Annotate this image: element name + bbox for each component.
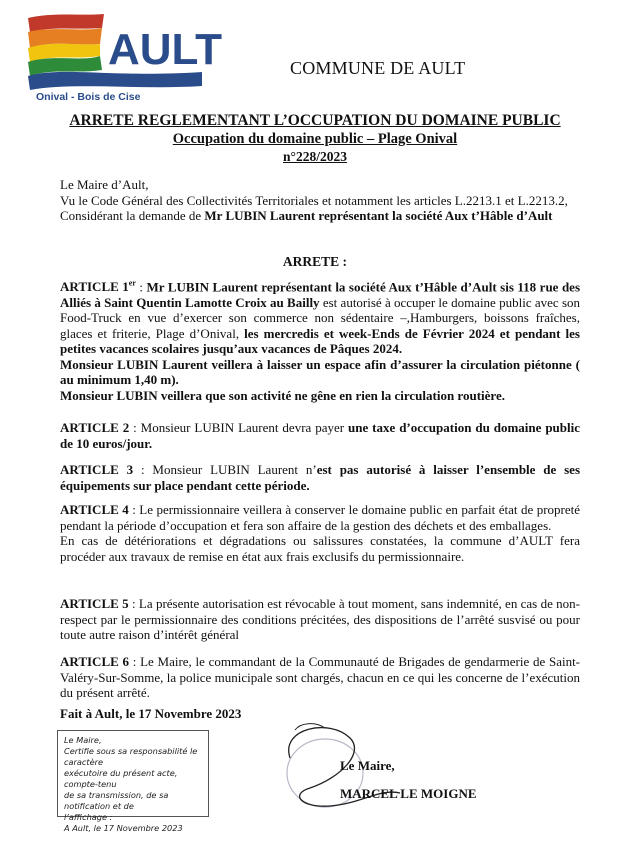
article-3 bbox=[60, 462, 580, 493]
article-4 bbox=[60, 502, 580, 564]
cert-line: exécutoire du présent acte, compte-tenu bbox=[64, 768, 178, 789]
intro-line: Vu le Code Général des Collectivités Territoriales et notamment les articles L.2213.1 et L.2213.2, bbox=[60, 192, 568, 208]
article-6 bbox=[60, 654, 580, 701]
commune-heading: COMMUNE DE AULT bbox=[290, 58, 466, 78]
article-bold: est pas autorisé à laisser l’ensemble de ses équipements sur place pendant cette période. bbox=[60, 462, 580, 493]
article-text: : La présente autorisation est révocable à tout moment, sans indemnité, en cas de non-respect par le permissionnaire des conditions précitées, des dispositions de l’arrêté susvisé ou pour toute autre raison d’intérêt général bbox=[60, 596, 581, 642]
article-label: ARTICLE 6 bbox=[60, 654, 130, 669]
article-label: ARTICLE 4 bbox=[60, 502, 129, 517]
signatory-name: MARCEL LE MOIGNE bbox=[340, 786, 477, 801]
article-text: est autorisé à occuper le domaine public avec son Food-Truck en vue d’exercer son commerce non sédentaire –,Hamburgers, boissons fraîches, glaces et friterie, Plage d’Onival, bbox=[60, 294, 580, 341]
logo-subtitle: Onival - Bois de Cise bbox=[36, 91, 141, 103]
ault-logo bbox=[22, 12, 223, 103]
article-label: ARTICLE 5 bbox=[60, 596, 129, 611]
certification-box bbox=[57, 730, 209, 833]
document-number: n°228/2023 bbox=[283, 149, 347, 164]
intro-text: Considérant la demande de bbox=[60, 208, 205, 223]
signature-date: Fait à Ault, le 17 Novembre 2023 bbox=[60, 706, 242, 721]
article-text: : Monsieur LUBIN Laurent devra payer bbox=[129, 420, 349, 435]
logo-text: AULT bbox=[108, 25, 223, 74]
article-text: : Le Maire, le commandant de la Communauté de Brigades de gendarmerie de Saint-Valéry-Sur-Somme, la police municipale sont chargés, chacun en ce qui les concerne de l’exécution du présent arrêté. bbox=[60, 654, 581, 700]
article-bold: Monsieur LUBIN Laurent veillera à laisser un espace afin d’assurer la circulation piétonne ( au minimum 1,40 m). bbox=[60, 356, 580, 388]
article-1 bbox=[60, 276, 580, 403]
intro-section bbox=[60, 177, 580, 224]
cert-line: de sa transmission, de sa notification et de bbox=[64, 790, 169, 811]
cert-line: l’affichage : bbox=[64, 812, 113, 822]
document-subtitle: Occupation du domaine public – Plage Onival bbox=[172, 131, 458, 147]
cert-line: Certifie sous sa responsabilité le caractère bbox=[64, 746, 198, 767]
article-5 bbox=[60, 596, 580, 643]
article-label: ARTICLE 3 bbox=[60, 462, 134, 477]
article-2 bbox=[60, 420, 580, 451]
article-text: En cas de détériorations et dégradations ou salissures constatées, la commune d’AULT fera procéder aux travaux de remise en état aux frais exclusifs du permissionnaire. bbox=[60, 533, 580, 564]
article-bold: Mr LUBIN Laurent représentant la société Aux t’Hâble d’Ault sis 118 rue des Alliés à Saint Quentin Lamotte Croix au Bailly bbox=[60, 279, 581, 310]
intro-bold: Mr LUBIN Laurent représentant la société Aux t’Hâble d’Ault bbox=[204, 208, 553, 223]
intro-line bbox=[60, 208, 580, 224]
cert-line: A Ault, le 17 Novembre 2023 bbox=[64, 823, 183, 833]
signatory-title: Le Maire, bbox=[340, 758, 395, 773]
article-label: ARTICLE 2 bbox=[60, 420, 130, 435]
article-bold: Monsieur LUBIN veillera que son activité ne gêne en rien la circulation routière. bbox=[60, 387, 505, 403]
article-text: : Le permissionnaire veillera à conserver le domaine public en parfait état de propreté pendant la période d’occupation et fera son affaire de la gestion des déchets et des emballages. bbox=[60, 502, 580, 533]
cert-line: Le Maire, bbox=[64, 735, 102, 745]
arrete-heading: ARRETE : bbox=[282, 254, 348, 269]
article-bold: une taxe d’occupation du domaine public de 10 euros/jour. bbox=[60, 420, 581, 451]
article-sep: : bbox=[135, 279, 147, 295]
logo-wave-blue bbox=[28, 72, 202, 90]
article-label: ARTICLE 1er bbox=[60, 279, 136, 295]
document-title: ARRETE REGLEMENTANT L’OCCUPATION DU DOMAINE PUBLIC bbox=[69, 112, 561, 129]
intro-line: Le Maire d’Ault, bbox=[60, 177, 149, 192]
article-bold: les mercredis et week-Ends de Février 2024 et pendant les petites vacances scolaires jusqu’aux vacances de Pâques 2024. bbox=[60, 325, 580, 357]
article-text: : Monsieur LUBIN Laurent n’ bbox=[133, 462, 317, 477]
